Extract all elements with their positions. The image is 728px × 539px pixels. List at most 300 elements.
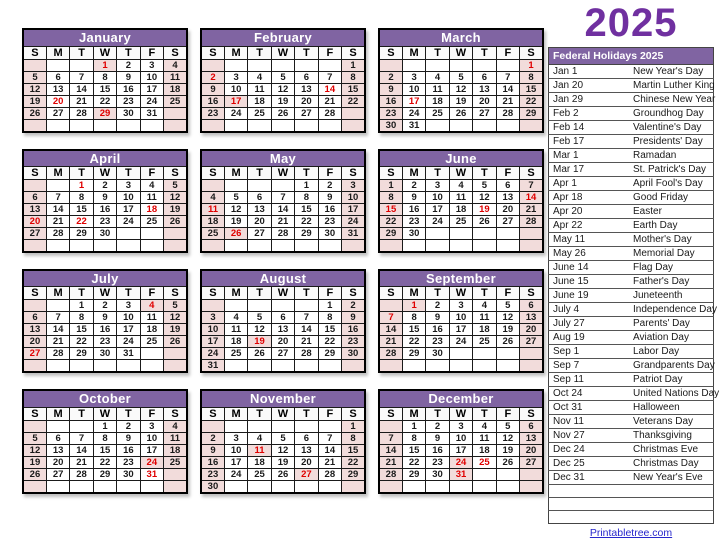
holiday-name: St. Patrick's Day — [631, 163, 714, 177]
day-cell — [23, 360, 46, 372]
day-cell — [164, 348, 187, 360]
day-cell: 3 — [140, 59, 163, 71]
day-cell — [426, 119, 449, 132]
week-row — [379, 107, 543, 119]
week-row — [201, 59, 365, 71]
day-cell: 26 — [164, 216, 187, 228]
day-cell: 12 — [248, 324, 271, 336]
day-cell: 10 — [426, 192, 449, 204]
weekday-header: F — [318, 287, 341, 300]
day-cell: 31 — [117, 348, 140, 360]
day-cell — [473, 360, 496, 372]
day-cell: 8 — [402, 432, 425, 444]
holiday-row — [549, 107, 714, 121]
day-cell — [46, 240, 69, 252]
weekday-header: T — [70, 287, 93, 300]
day-cell: 23 — [201, 468, 224, 480]
day-cell — [295, 240, 318, 252]
day-cell: 5 — [496, 300, 519, 312]
weekday-header: T — [117, 287, 140, 300]
day-cell: 10 — [117, 312, 140, 324]
day-cell — [473, 480, 496, 492]
day-cell: 24 — [140, 456, 163, 468]
day-cell: 20 — [473, 95, 496, 107]
day-cell: 23 — [93, 336, 116, 348]
day-cell: 29 — [520, 107, 543, 119]
day-cell: 6 — [295, 71, 318, 83]
day-cell — [117, 480, 140, 492]
day-cell: 11 — [473, 312, 496, 324]
day-cell: 27 — [23, 228, 46, 240]
day-cell — [70, 420, 93, 432]
day-cell — [164, 480, 187, 492]
weekday-header: S — [23, 407, 46, 420]
holiday-name: Parents' Day — [631, 317, 714, 331]
day-cell: 7 — [70, 432, 93, 444]
holiday-date: Sep 7 — [549, 359, 632, 373]
day-cell: 20 — [496, 204, 519, 216]
day-cell: 12 — [164, 312, 187, 324]
day-cell — [426, 240, 449, 252]
month-title: September — [379, 270, 543, 287]
day-cell: 20 — [520, 324, 543, 336]
day-cell: 4 — [201, 192, 224, 204]
day-cell — [140, 119, 163, 131]
day-cell: 1 — [342, 420, 365, 432]
weekday-header: S — [342, 287, 365, 300]
day-cell: 25 — [426, 107, 449, 119]
day-cell: 10 — [140, 71, 163, 83]
day-cell — [318, 59, 341, 71]
day-cell: 4 — [140, 300, 163, 312]
weekday-header: T — [473, 287, 496, 300]
day-cell: 29 — [318, 348, 341, 360]
day-cell: 22 — [70, 336, 93, 348]
day-cell — [117, 119, 140, 131]
day-cell: 2 — [318, 180, 341, 192]
holiday-row — [549, 233, 714, 247]
day-cell — [520, 360, 543, 372]
holiday-date: Feb 14 — [549, 121, 632, 135]
day-cell: 19 — [164, 204, 187, 216]
week-row — [379, 71, 543, 83]
day-cell: 11 — [164, 432, 187, 444]
day-cell: 18 — [248, 95, 271, 107]
day-cell — [473, 228, 496, 240]
weekday-header: S — [520, 46, 543, 59]
day-cell — [140, 240, 163, 252]
day-cell: 28 — [70, 468, 93, 480]
weekday-header: W — [449, 407, 472, 420]
day-cell: 16 — [426, 324, 449, 336]
holiday-row — [549, 135, 714, 149]
week-row — [23, 228, 187, 240]
month-july — [22, 269, 188, 374]
footer-link[interactable]: Printabletree.com — [589, 527, 673, 539]
day-cell: 11 — [473, 432, 496, 444]
weekday-header: S — [164, 407, 187, 420]
week-row — [201, 468, 365, 480]
day-cell: 6 — [496, 180, 519, 192]
day-cell: 13 — [520, 312, 543, 324]
weekday-header: W — [93, 407, 116, 420]
month-april — [22, 149, 188, 253]
day-cell: 18 — [449, 204, 472, 216]
day-cell: 27 — [46, 107, 69, 119]
day-cell: 9 — [426, 432, 449, 444]
week-row — [379, 480, 543, 492]
day-cell: 22 — [93, 95, 116, 107]
day-cell: 25 — [201, 228, 224, 240]
day-cell: 13 — [23, 324, 46, 336]
day-cell — [318, 360, 341, 373]
day-cell: 12 — [473, 192, 496, 204]
day-cell: 2 — [201, 432, 224, 444]
day-cell: 6 — [520, 300, 543, 312]
day-cell — [496, 360, 519, 372]
day-cell: 28 — [46, 228, 69, 240]
day-cell — [46, 300, 69, 312]
day-cell: 17 — [224, 456, 247, 468]
day-cell: 27 — [271, 348, 294, 360]
day-cell: 25 — [140, 336, 163, 348]
day-cell — [70, 240, 93, 252]
day-cell — [473, 59, 496, 71]
day-cell: 16 — [201, 95, 224, 107]
day-cell: 11 — [140, 312, 163, 324]
day-cell: 10 — [449, 312, 472, 324]
week-row — [201, 180, 365, 192]
day-cell: 4 — [140, 180, 163, 192]
week-row — [379, 216, 543, 228]
day-cell: 4 — [248, 432, 271, 444]
day-cell: 30 — [117, 107, 140, 119]
holiday-row — [549, 121, 714, 135]
day-cell: 17 — [426, 204, 449, 216]
day-cell: 15 — [379, 204, 402, 216]
weekday-header: S — [342, 167, 365, 180]
day-cell: 9 — [117, 432, 140, 444]
day-cell — [295, 480, 318, 493]
day-cell: 31 — [140, 468, 163, 480]
day-cell — [248, 360, 271, 373]
month-june — [378, 149, 544, 253]
week-row — [23, 180, 187, 192]
day-cell — [46, 180, 69, 192]
day-cell — [496, 119, 519, 132]
day-cell — [295, 59, 318, 71]
day-cell: 14 — [46, 324, 69, 336]
weekday-header: F — [140, 287, 163, 300]
day-cell — [379, 360, 402, 372]
day-cell — [295, 300, 318, 312]
week-row — [23, 95, 187, 107]
day-cell: 3 — [449, 300, 472, 312]
week-row — [23, 432, 187, 444]
day-cell — [318, 240, 341, 252]
holiday-date: Dec 25 — [549, 457, 632, 471]
day-cell — [93, 360, 116, 372]
day-cell — [271, 180, 294, 192]
day-cell: 14 — [46, 204, 69, 216]
day-cell — [164, 228, 187, 240]
weekday-header: M — [224, 46, 247, 59]
day-cell — [379, 420, 402, 432]
day-cell: 9 — [318, 192, 341, 204]
holiday-row — [549, 415, 714, 429]
weekday-header: W — [93, 167, 116, 180]
day-cell: 29 — [295, 228, 318, 240]
holiday-row — [549, 387, 714, 401]
month-title: January — [23, 29, 187, 46]
week-row — [379, 432, 543, 444]
weekday-header: T — [426, 407, 449, 420]
day-cell: 22 — [520, 95, 543, 107]
day-cell — [295, 360, 318, 373]
holiday-date: Apr 20 — [549, 205, 632, 219]
day-cell: 30 — [93, 228, 116, 240]
weekday-header: W — [93, 46, 116, 59]
day-cell: 12 — [496, 312, 519, 324]
day-cell: 14 — [318, 83, 341, 95]
week-row — [23, 336, 187, 348]
day-cell: 25 — [224, 348, 247, 360]
day-cell: 3 — [201, 312, 224, 324]
day-cell: 17 — [140, 83, 163, 95]
day-cell — [402, 480, 425, 492]
day-cell: 27 — [473, 107, 496, 119]
holiday-date: July 4 — [549, 303, 632, 317]
month-title: March — [379, 29, 543, 46]
day-cell: 8 — [93, 71, 116, 83]
day-cell: 28 — [379, 468, 402, 480]
weekday-header: W — [271, 287, 294, 300]
day-cell: 15 — [93, 83, 116, 95]
day-cell — [449, 228, 472, 240]
day-cell — [164, 119, 187, 131]
day-cell: 2 — [426, 420, 449, 432]
day-cell: 31 — [449, 468, 472, 480]
day-cell — [379, 480, 402, 492]
day-cell: 2 — [342, 300, 365, 312]
day-cell: 15 — [402, 444, 425, 456]
day-cell: 21 — [379, 456, 402, 468]
day-cell: 8 — [402, 312, 425, 324]
day-cell — [46, 480, 69, 492]
day-cell: 23 — [117, 456, 140, 468]
day-cell — [449, 480, 472, 492]
day-cell: 23 — [93, 216, 116, 228]
day-cell: 27 — [248, 228, 271, 240]
week-row — [23, 71, 187, 83]
weekday-header: S — [379, 167, 402, 180]
holiday-name: Presidents' Day — [631, 135, 714, 149]
day-cell: 16 — [342, 324, 365, 336]
day-cell: 7 — [295, 312, 318, 324]
day-cell: 30 — [201, 480, 224, 493]
holiday-date: Dec 24 — [549, 443, 632, 457]
holidays-panel — [548, 0, 720, 539]
day-cell: 25 — [449, 216, 472, 228]
day-cell — [224, 180, 247, 192]
holidays-title: Federal Holidays 2025 — [549, 48, 714, 65]
day-cell: 22 — [402, 456, 425, 468]
day-cell — [224, 300, 247, 312]
day-cell: 9 — [402, 192, 425, 204]
day-cell — [342, 240, 365, 252]
day-cell — [46, 360, 69, 372]
day-cell: 22 — [93, 456, 116, 468]
holiday-row — [549, 247, 714, 261]
week-row — [379, 300, 543, 312]
day-cell: 2 — [117, 59, 140, 71]
day-cell: 23 — [426, 336, 449, 348]
day-cell: 16 — [93, 204, 116, 216]
day-cell — [248, 119, 271, 131]
day-cell: 2 — [426, 300, 449, 312]
day-cell: 20 — [46, 456, 69, 468]
weekday-header: F — [318, 46, 341, 59]
week-row — [201, 95, 365, 107]
day-cell: 22 — [379, 216, 402, 228]
day-cell: 7 — [318, 432, 341, 444]
weekday-header: M — [402, 46, 425, 59]
day-cell: 5 — [248, 312, 271, 324]
day-cell: 16 — [117, 83, 140, 95]
day-cell: 9 — [201, 83, 224, 95]
day-cell: 13 — [248, 204, 271, 216]
day-cell: 16 — [379, 95, 402, 107]
day-cell: 5 — [473, 180, 496, 192]
day-cell: 14 — [70, 444, 93, 456]
day-cell: 12 — [23, 83, 46, 95]
weekday-header: F — [496, 46, 519, 59]
day-cell — [318, 119, 341, 131]
day-cell: 27 — [295, 107, 318, 119]
day-cell: 3 — [224, 432, 247, 444]
day-cell: 15 — [520, 83, 543, 95]
day-cell: 21 — [70, 456, 93, 468]
day-cell — [402, 240, 425, 252]
day-cell — [46, 420, 69, 432]
day-cell: 1 — [93, 420, 116, 432]
holiday-name: April Fool's Day — [631, 177, 714, 191]
day-cell — [426, 59, 449, 71]
day-cell: 18 — [140, 204, 163, 216]
week-row — [379, 468, 543, 480]
day-cell: 6 — [295, 432, 318, 444]
day-cell: 24 — [449, 336, 472, 348]
day-cell: 3 — [402, 71, 425, 83]
day-cell: 24 — [449, 456, 472, 468]
day-cell: 7 — [46, 192, 69, 204]
day-cell — [379, 300, 402, 312]
day-cell: 3 — [117, 300, 140, 312]
day-cell: 31 — [201, 360, 224, 373]
month-october — [22, 389, 188, 494]
weekday-header: F — [318, 407, 341, 420]
day-cell: 3 — [342, 180, 365, 192]
day-cell: 30 — [342, 348, 365, 360]
day-cell: 26 — [164, 336, 187, 348]
holiday-date: Oct 31 — [549, 401, 632, 415]
day-cell: 8 — [342, 71, 365, 83]
week-row — [23, 420, 187, 432]
holiday-date: Feb 17 — [549, 135, 632, 149]
day-cell: 27 — [520, 336, 543, 348]
day-cell: 28 — [70, 107, 93, 119]
week-row — [201, 360, 365, 373]
holiday-row — [549, 219, 714, 233]
holiday-row — [549, 373, 714, 387]
day-cell: 1 — [295, 180, 318, 192]
day-cell: 20 — [271, 336, 294, 348]
holiday-name: Juneteenth — [631, 289, 714, 303]
day-cell — [520, 480, 543, 492]
week-row — [201, 216, 365, 228]
holiday-date: Apr 22 — [549, 219, 632, 233]
day-cell: 25 — [248, 107, 271, 119]
holiday-name: Father's Day — [631, 275, 714, 289]
holiday-name: Martin Luther King — [633, 80, 715, 91]
day-cell — [248, 480, 271, 493]
holiday-name: Groundhog Day — [631, 107, 714, 121]
day-cell: 17 — [224, 95, 247, 107]
day-cell — [449, 360, 472, 372]
month-december — [378, 389, 544, 494]
day-cell: 22 — [342, 456, 365, 468]
day-cell: 11 — [449, 192, 472, 204]
week-row — [23, 300, 187, 312]
day-cell — [117, 228, 140, 240]
day-cell: 29 — [70, 228, 93, 240]
weekday-header: T — [426, 167, 449, 180]
holiday-date: May 11 — [549, 233, 632, 247]
day-cell — [426, 480, 449, 492]
day-cell: 4 — [449, 180, 472, 192]
day-cell: 24 — [224, 468, 247, 480]
day-cell: 21 — [520, 204, 543, 216]
day-cell — [224, 240, 247, 252]
day-cell — [342, 107, 365, 119]
day-cell — [46, 59, 69, 71]
day-cell: 19 — [23, 95, 46, 107]
day-cell — [496, 480, 519, 492]
day-cell: 5 — [496, 420, 519, 432]
day-cell: 30 — [426, 468, 449, 480]
holiday-name: Thanksgiving — [631, 429, 714, 443]
weekday-header: T — [426, 46, 449, 59]
day-cell — [117, 360, 140, 372]
day-cell: 6 — [248, 192, 271, 204]
day-cell — [449, 119, 472, 132]
day-cell — [201, 119, 224, 131]
day-cell — [93, 119, 116, 131]
day-cell: 10 — [342, 192, 365, 204]
week-row — [379, 420, 543, 432]
day-cell: 16 — [318, 204, 341, 216]
week-row — [201, 324, 365, 336]
day-cell: 28 — [271, 228, 294, 240]
weekday-header: S — [201, 407, 224, 420]
week-row — [379, 204, 543, 216]
month-february — [200, 28, 366, 133]
day-cell — [271, 360, 294, 373]
weekday-header: T — [295, 407, 318, 420]
day-cell: 24 — [140, 95, 163, 107]
day-cell: 9 — [342, 312, 365, 324]
month-title: October — [23, 390, 187, 407]
